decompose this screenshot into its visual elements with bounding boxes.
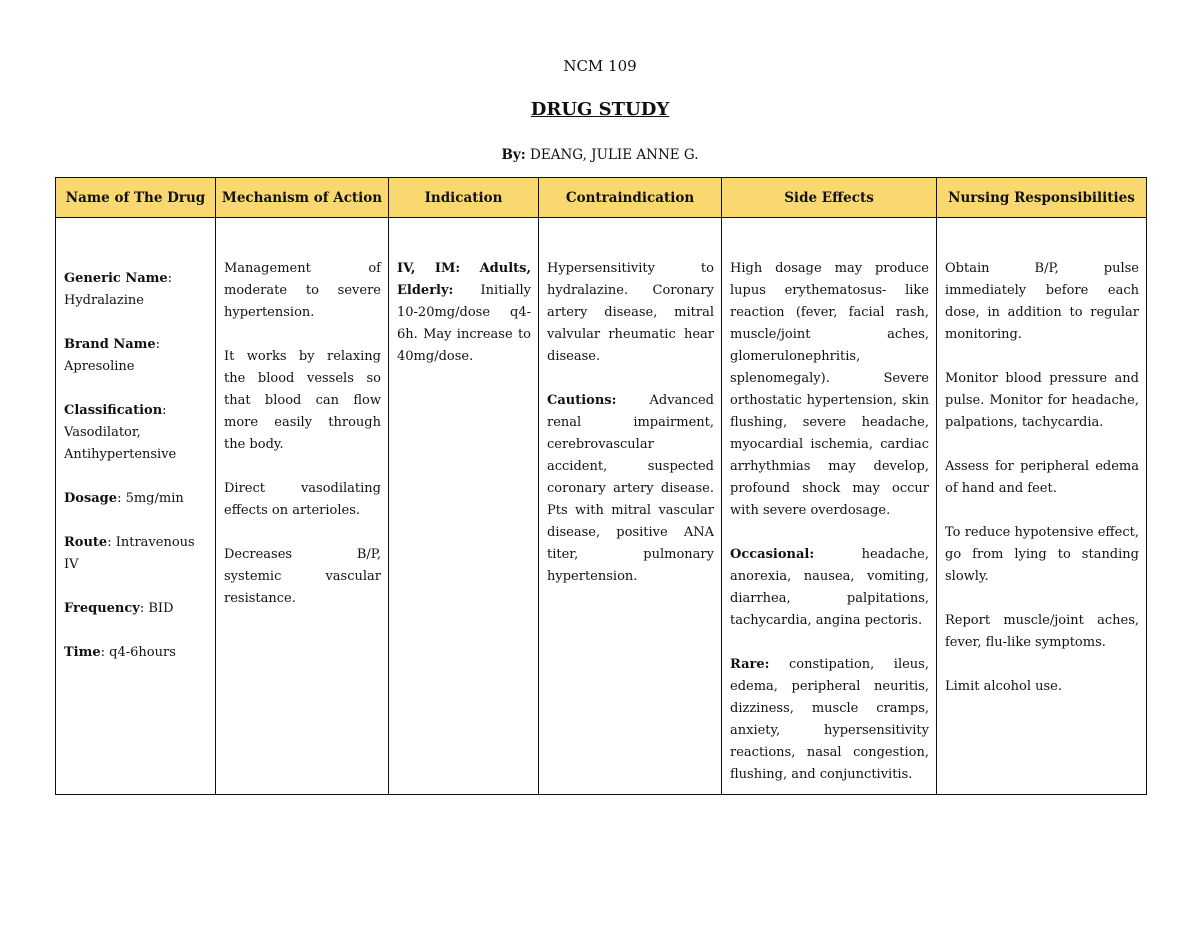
cell-contraindication <box>539 218 722 795</box>
page-title: DRUG STUDY <box>530 99 670 120</box>
mechanism-paragraph: It works by relaxing the blood vessels so that blood can flow more easily through the body. <box>224 349 381 452</box>
occasional-paragraph <box>730 544 929 632</box>
mechanism-paragraph: Decreases B/P, systemic vascular resistance. <box>224 547 381 606</box>
column-header-indication: Indication <box>389 178 539 218</box>
nursing-item: Report muscle/joint aches, fever, flu-like symptoms. <box>945 613 1139 650</box>
contraindication-text: Hypersensitivity to hydralazine. Coronary artery disease, mitral valvular rheumatic hear disease. <box>547 261 714 364</box>
generic-name-field: Generic Name: Hydralazine <box>64 271 173 308</box>
nursing-item: To reduce hypotensive effect, go from lying to standing slowly. <box>945 525 1139 584</box>
cell-indication <box>389 218 539 795</box>
brand-name-value: Apresoline <box>64 359 135 374</box>
nursing-item: Monitor blood pressure and pulse. Monitor for headache, palpations, tachycardia. <box>945 371 1139 430</box>
brand-name-field: Brand Name: Apresoline <box>64 337 161 374</box>
brand-name-label: Brand Name <box>64 337 156 352</box>
frequency-field: Frequency: BID <box>64 601 174 616</box>
dosage-value: 5mg/min <box>125 491 184 506</box>
time-value: q4-6hours <box>109 645 176 660</box>
classification-field: Classification: Vasodilator, Antihypertensive <box>64 403 177 462</box>
occasional-label: Occasional: <box>730 547 815 562</box>
author-name: DEANG, JULIE ANNE G. <box>530 147 699 163</box>
cell-side-effects <box>722 218 937 795</box>
classification-label: Classification <box>64 403 163 418</box>
rare-text: constipation, ileus, edema, peripheral neuritis, dizziness, muscle cramps, anxiety, hypersensitivity reactions, nasal congestion, flushing, and conjunctivitis. <box>730 657 929 782</box>
cell-drug-name <box>56 218 216 795</box>
by-label: By: <box>501 147 526 163</box>
indication-label: IV, IM: Adults, Elderly: <box>397 261 531 298</box>
column-header-contraindication: Contraindication <box>539 178 722 218</box>
rare-paragraph <box>730 654 929 786</box>
indication-paragraph <box>397 258 531 368</box>
author-line <box>0 147 1200 163</box>
time-field: Time: q4-6hours <box>64 645 176 660</box>
column-header-mechanism: Mechanism of Action <box>216 178 389 218</box>
cautions-label: Cautions: <box>547 393 617 408</box>
dosage-label: Dosage <box>64 491 118 506</box>
route-label: Route <box>64 535 108 550</box>
route-value: Intravenous IV <box>64 535 195 572</box>
cell-nursing <box>937 218 1147 795</box>
frequency-value: BID <box>148 601 174 616</box>
column-header-drug-name: Name of The Drug <box>56 178 216 218</box>
cautions-text: Advanced renal impairment, cerebrovascular accident, suspected coronary artery disease. Pts with mitral vascular disease, positive ANA titer, pulmonary hypertension. <box>547 393 714 584</box>
generic-name-label: Generic Name <box>64 271 168 286</box>
route-field: Route: Intravenous IV <box>64 535 195 572</box>
dosage-field: Dosage: 5mg/min <box>64 491 184 506</box>
drug-study-table <box>55 177 1147 795</box>
table-row <box>56 218 1147 795</box>
nursing-item: Obtain B/P, pulse immediately before each dose, in addition to regular monitoring. <box>945 261 1139 342</box>
column-header-nursing: Nursing Responsibilities <box>937 178 1147 218</box>
mechanism-paragraph: Management of moderate to severe hypertension. <box>224 261 381 320</box>
classification-value: Vasodilator, Antihypertensive <box>64 425 177 462</box>
cautions-paragraph <box>547 390 714 588</box>
nursing-item: Assess for peripheral edema of hand and feet. <box>945 459 1139 496</box>
column-header-side-effects: Side Effects <box>722 178 937 218</box>
frequency-label: Frequency <box>64 601 140 616</box>
side-effects-main: High dosage may produce lupus erythematosus- like reaction (fever, facial rash, muscle/joint aches, glomerulonephritis, splenomegaly). Severe orthostatic hypertension, skin flushing, severe headache, myocardial ischemia, cardiac arrhythmias may develop, profound shock may occur with severe overdosage. <box>730 261 929 518</box>
rare-label: Rare: <box>730 657 770 672</box>
time-label: Time <box>64 645 101 660</box>
course-code: NCM 109 <box>563 57 637 75</box>
generic-name-value: Hydralazine <box>64 293 144 308</box>
mechanism-paragraph: Direct vasodilating effects on arterioles. <box>224 481 381 518</box>
table-header-row <box>56 178 1147 218</box>
occasional-text: headache, anorexia, nausea, vomiting, diarrhea, palpitations, tachycardia, angina pectoris. <box>730 547 929 628</box>
indication-text: Initially 10-20mg/dose q4-6h. May increase to 40mg/dose. <box>397 283 531 364</box>
cell-mechanism <box>216 218 389 795</box>
nursing-item: Limit alcohol use. <box>945 679 1063 694</box>
